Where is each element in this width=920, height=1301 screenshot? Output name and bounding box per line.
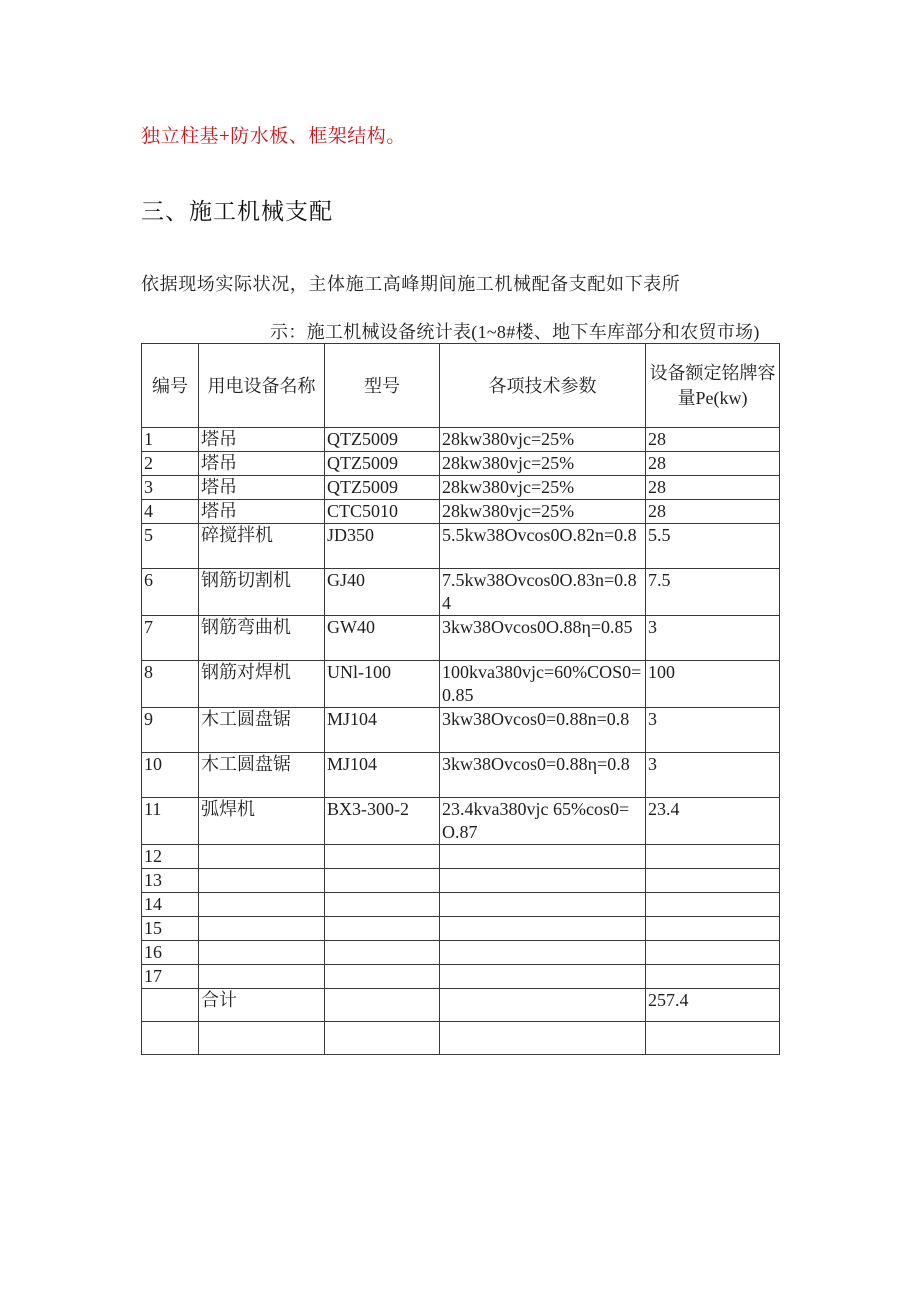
cell-params [440,965,646,989]
cell-params: 28kw380vjc=25% [440,428,646,452]
cell-no: 14 [142,893,199,917]
cell-no: 10 [142,753,199,798]
cell-capacity: 23.4 [646,798,780,845]
cell-name: 碎搅拌机 [199,524,325,569]
cell-params [440,1022,646,1055]
cell-name: 木工圆盘锯 [199,753,325,798]
cell-capacity: 28 [646,452,780,476]
cell-params [440,893,646,917]
cell-name [199,845,325,869]
cell-model [325,845,440,869]
cell-model: CTC5010 [325,500,440,524]
cell-name: 钢筋对焊机 [199,661,325,708]
cell-no: 12 [142,845,199,869]
cell-capacity: 5.5 [646,524,780,569]
table-row [142,798,780,845]
cell-model: JD350 [325,524,440,569]
equipment-table [141,343,780,1055]
cell-model [325,965,440,989]
cell-model: BX3-300-2 [325,798,440,845]
cell-capacity [646,917,780,941]
header-capacity: 设备额定铭牌容量Pe(kw) [646,344,780,428]
cell-name: 木工圆盘锯 [199,708,325,753]
cell-no: 17 [142,965,199,989]
table-row [142,524,780,569]
blank-row [142,1022,780,1055]
table-row [142,708,780,753]
cell-model: MJ104 [325,708,440,753]
cell-model: GW40 [325,616,440,661]
cell-params [440,917,646,941]
table-row [142,500,780,524]
cell-no: 5 [142,524,199,569]
cell-params: 100kva380vjc=60%COS0=0.85 [440,661,646,708]
cell-name: 塔吊 [199,476,325,500]
cell-name: 塔吊 [199,428,325,452]
cell-capacity [646,893,780,917]
table-row [142,753,780,798]
cell-model [325,893,440,917]
table-row [142,869,780,893]
cell-model [325,989,440,1022]
cell-params [440,845,646,869]
cell-name [199,869,325,893]
cell-model [325,1022,440,1055]
cell-no: 16 [142,941,199,965]
cell-capacity: 3 [646,753,780,798]
cell-model: GJ40 [325,569,440,616]
cell-name [199,941,325,965]
intro-red-line: 独立柱基+防水板、框架结构。 [141,126,406,147]
intro-paragraph: 依据现场实际状况，主体施工高峰期间施工机械配备支配如下表所 [141,274,681,294]
cell-no [142,989,199,1022]
total-capacity: 257.4 [646,989,780,1022]
table-row [142,941,780,965]
section-heading: 三、施工机械支配 [141,199,333,225]
cell-capacity: 28 [646,500,780,524]
table-row [142,917,780,941]
cell-capacity [646,965,780,989]
cell-no: 13 [142,869,199,893]
cell-model: QTZ5009 [325,476,440,500]
cell-name: 弧焊机 [199,798,325,845]
cell-name [199,1022,325,1055]
cell-params [440,869,646,893]
total-label: 合计 [199,989,325,1022]
cell-model: UNl-100 [325,661,440,708]
cell-no: 6 [142,569,199,616]
total-row [142,989,780,1022]
cell-capacity: 28 [646,476,780,500]
cell-no: 4 [142,500,199,524]
cell-capacity [646,1022,780,1055]
header-params: 各项技术参数 [440,344,646,428]
cell-name [199,893,325,917]
cell-capacity [646,941,780,965]
cell-capacity: 3 [646,616,780,661]
cell-model: QTZ5009 [325,428,440,452]
cell-params: 3kw38Ovcos0=0.88η=0.8 [440,753,646,798]
cell-no: 9 [142,708,199,753]
cell-params: 5.5kw38Ovcos0O.82n=0.8 [440,524,646,569]
cell-no [142,1022,199,1055]
table-row [142,965,780,989]
cell-params: 28kw380vjc=25% [440,452,646,476]
table-row [142,616,780,661]
cell-name: 塔吊 [199,500,325,524]
cell-no: 7 [142,616,199,661]
table-row [142,569,780,616]
cell-params: 28kw380vjc=25% [440,500,646,524]
header-no: 编号 [142,344,199,428]
cell-name: 钢筋弯曲机 [199,616,325,661]
cell-no: 11 [142,798,199,845]
cell-model: MJ104 [325,753,440,798]
cell-name: 塔吊 [199,452,325,476]
cell-capacity [646,845,780,869]
header-model: 型号 [325,344,440,428]
cell-params [440,989,646,1022]
cell-model: QTZ5009 [325,452,440,476]
cell-no: 1 [142,428,199,452]
cell-params: 3kw38Ovcos0O.88η=0.85 [440,616,646,661]
cell-model [325,941,440,965]
cell-no: 8 [142,661,199,708]
cell-params [440,941,646,965]
table-row [142,845,780,869]
cell-params: 28kw380vjc=25% [440,476,646,500]
cell-name [199,965,325,989]
table-caption: 示：施工机械设备统计表(1~8#楼、地下车库部分和农贸市场) [270,322,760,342]
cell-no: 2 [142,452,199,476]
cell-no: 3 [142,476,199,500]
cell-model [325,869,440,893]
cell-name: 钢筋切割机 [199,569,325,616]
cell-capacity: 100 [646,661,780,708]
table-row [142,452,780,476]
cell-params: 7.5kw38Ovcos0O.83n=0.84 [440,569,646,616]
table-row [142,476,780,500]
table-row [142,661,780,708]
cell-params: 3kw38Ovcos0=0.88n=0.8 [440,708,646,753]
cell-no: 15 [142,917,199,941]
header-name: 用电设备名称 [199,344,325,428]
cell-params: 23.4kva380vjc 65%cos0=O.87 [440,798,646,845]
cell-model [325,917,440,941]
table-header-row [142,344,780,428]
table-row [142,893,780,917]
cell-capacity [646,869,780,893]
cell-capacity: 7.5 [646,569,780,616]
cell-capacity: 3 [646,708,780,753]
cell-capacity: 28 [646,428,780,452]
table-row [142,428,780,452]
cell-name [199,917,325,941]
